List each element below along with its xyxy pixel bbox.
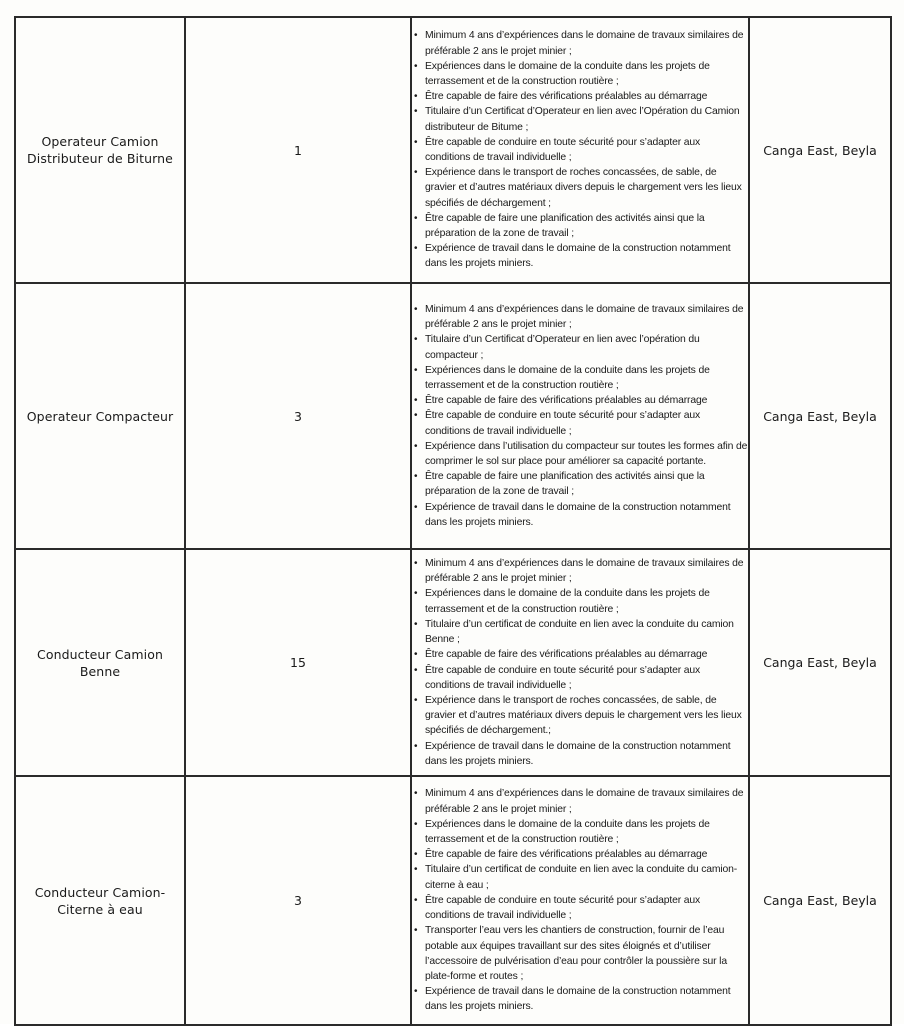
requirement-item: • Expérience dans l’utilisation du compacteur sur toutes les formes afin de comprimer le sol sur place pour améliorer sa capacité portante.	[412, 439, 748, 469]
location-cell: Canga East, Beyla	[749, 549, 891, 776]
job-title-line: Distributeur de Biturne	[27, 151, 173, 166]
table-row	[15, 776, 891, 1025]
requirement-item: • Titulaire d’un Certificat d’Operateur en lien avec l’opération du compacteur ;	[412, 332, 748, 362]
requirement-item: • Expériences dans le domaine de la conduite dans les projets de terrassement et de la construction routière ;	[412, 363, 748, 393]
requirements-list	[412, 28, 748, 271]
requirements-cell	[411, 776, 749, 1025]
requirement-item: • Minimum 4 ans d’expériences dans le domaine de travaux similaires de préférable 2 ans le projet minier ;	[412, 786, 748, 816]
requirement-item: • Être capable de conduire en toute sécurité pour s’adapter aux conditions de travail individuelle ;	[412, 135, 748, 165]
requirement-item: • Titulaire d’un certificat de conduite en lien avec la conduite du camion Benne ;	[412, 617, 748, 647]
job-requirements-table	[14, 16, 892, 1026]
table-row	[15, 17, 891, 283]
job-title-line: Conducteur Camion Benne	[37, 646, 163, 679]
requirement-item: • Expériences dans le domaine de la conduite dans les projets de terrassement et de la construction routière ;	[412, 586, 748, 616]
requirement-item: • Être capable de conduire en toute sécurité pour s’adapter aux conditions de travail individuelle ;	[412, 408, 748, 438]
requirement-item: • Être capable de faire une planification des activités ainsi que la préparation de la zone de travail ;	[412, 211, 748, 241]
requirements-list	[412, 786, 748, 1014]
job-title-line: Conducteur Camion-	[34, 884, 166, 900]
requirements-cell	[411, 549, 749, 776]
job-title-line: Operateur Compacteur	[26, 408, 174, 424]
table-row	[15, 283, 891, 549]
job-title-line: Citerne à eau	[57, 901, 143, 917]
requirement-item: • Expérience de travail dans le domaine de la construction notamment dans les projets miniers.	[412, 984, 748, 1014]
requirement-item: • Expériences dans le domaine de la conduite dans les projets de terrassement et de la construction routière ;	[412, 59, 748, 89]
location-cell: Canga East, Beyla	[749, 283, 891, 549]
requirements-cell	[411, 17, 749, 283]
job-title-cell	[15, 776, 185, 1025]
requirement-item: • Être capable de faire des vérifications préalables au démarrage	[412, 847, 748, 862]
job-title-cell	[15, 549, 185, 776]
requirements-cell	[411, 283, 749, 549]
table-row	[15, 549, 891, 776]
requirement-item: • Transporter l’eau vers les chantiers de construction, fournir de l’eau potable aux équipes travaillant sur des sites éloignés et d’utiliser l’accessoire de pulvérisation d’eau pour contrôler la poussière sur la plate-forme et routes ;	[412, 923, 748, 984]
requirement-item: • Expérience de travail dans le domaine de la construction notamment dans les projets miniers.	[412, 739, 748, 769]
requirement-item: • Être capable de faire des vérifications préalables au démarrage	[412, 89, 748, 104]
positions-count: 3	[185, 776, 411, 1025]
requirement-item: • Minimum 4 ans d’expériences dans le domaine de travaux similaires de préférable 2 ans le projet minier ;	[412, 28, 748, 58]
requirements-list	[412, 556, 748, 769]
requirement-item: • Être capable de faire des vérifications préalables au démarrage	[412, 393, 748, 408]
requirement-item: • Expérience de travail dans le domaine de la construction notamment dans les projets miniers.	[412, 241, 748, 271]
requirement-item: • Expériences dans le domaine de la conduite dans les projets de terrassement et de la construction routière ;	[412, 817, 748, 847]
positions-count: 3	[185, 283, 411, 549]
job-title-cell	[15, 17, 185, 283]
requirement-item: • Minimum 4 ans d’expériences dans le domaine de travaux similaires de préférable 2 ans le projet minier ;	[412, 556, 748, 586]
requirements-list	[412, 302, 748, 530]
requirement-item: • Être capable de conduire en toute sécurité pour s’adapter aux conditions de travail individuelle ;	[412, 663, 748, 693]
requirement-item: • Expérience dans le transport de roches concassées, de sable, de gravier et d’autres matériaux divers depuis le chargement vers les lieux spécifiés de déchargement.;	[412, 693, 748, 739]
requirement-item: • Être capable de faire une planification des activités ainsi que la préparation de la zone de travail ;	[412, 469, 748, 499]
requirement-item: • Minimum 4 ans d’expériences dans le domaine de travaux similaires de préférable 2 ans le projet minier ;	[412, 302, 748, 332]
positions-count: 1	[185, 17, 411, 283]
positions-count: 15	[185, 549, 411, 776]
requirement-item: • Être capable de conduire en toute sécurité pour s’adapter aux conditions de travail individuelle ;	[412, 893, 748, 923]
requirement-item: • Titulaire d’un certificat de conduite en lien avec la conduite du camion-citerne à eau ;	[412, 862, 748, 892]
location-cell: Canga East, Beyla	[749, 17, 891, 283]
requirement-item: • Être capable de faire des vérifications préalables au démarrage	[412, 647, 748, 662]
requirement-item: • Expérience dans le transport de roches concassées, de sable, de gravier et d’autres matériaux divers depuis le chargement vers les lieux spécifiés de déchargement ;	[412, 165, 748, 211]
requirement-item: • Titulaire d’un Certificat d’Operateur en lien avec l’Opération du Camion distributeur de Bitume ;	[412, 104, 748, 134]
job-title-cell	[15, 283, 185, 549]
requirement-item: • Expérience de travail dans le domaine de la construction notamment dans les projets miniers.	[412, 500, 748, 530]
job-title-line: Operateur Camion	[41, 134, 159, 149]
location-cell: Canga East, Beyla	[749, 776, 891, 1025]
